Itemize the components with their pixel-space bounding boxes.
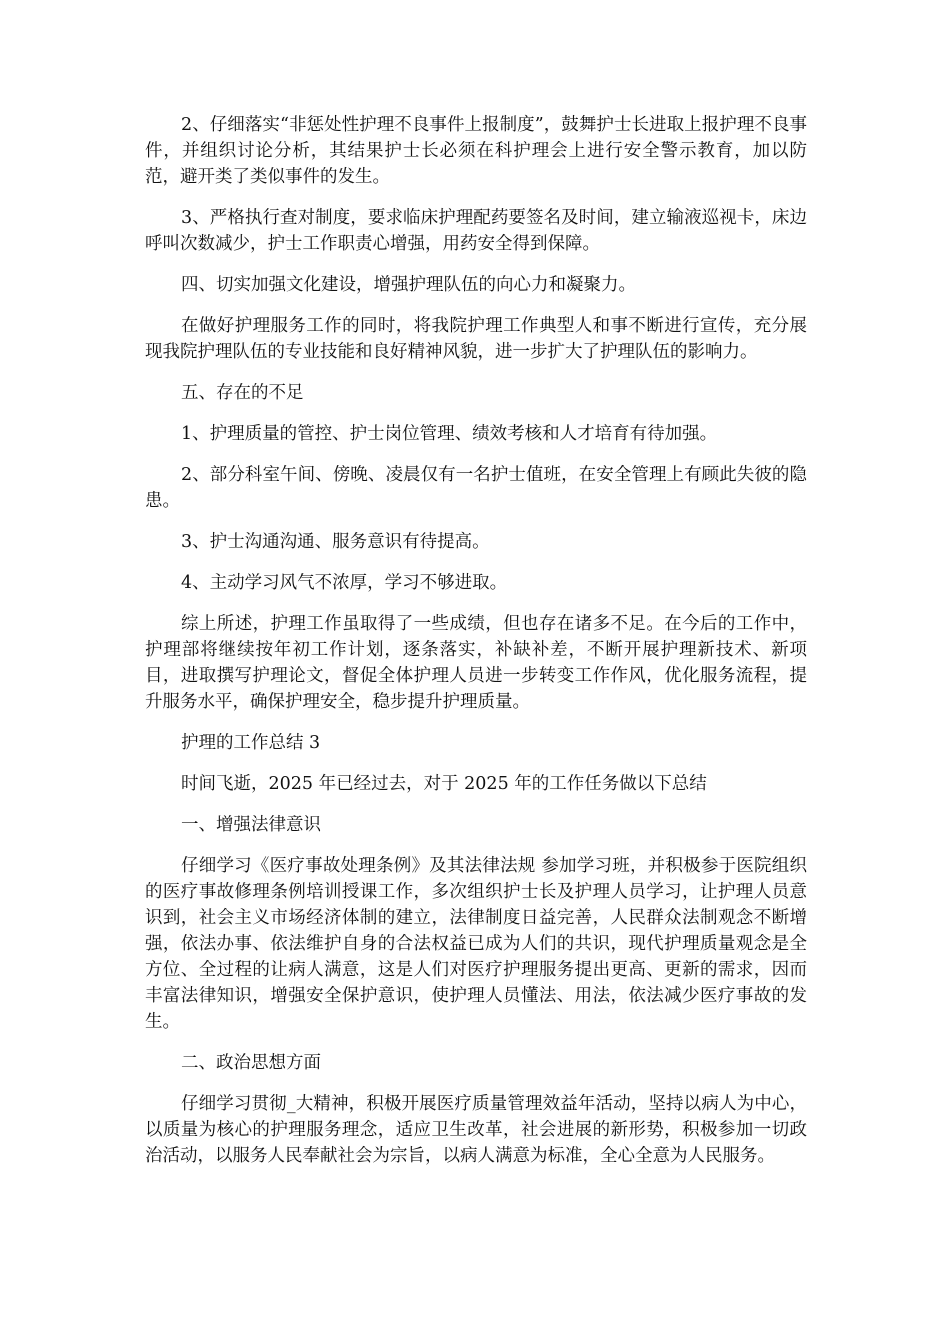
section-heading: 一、增强法律意识 — [181, 815, 321, 835]
paragraph: 3、护士沟通沟通、服务意识有待提高。 — [181, 532, 490, 552]
document-page — [145, 112, 807, 1184]
section-heading: 五、存在的不足 — [181, 383, 304, 403]
paragraph: 3、严格执行查对制度，要求临床护理配药要签名及时间，建立输液巡视卡，床边呼叫次数减少，护士工作职责心增强，用药安全得到保障。 — [145, 208, 807, 254]
paragraph: 2、部分科室午间、傍晚、凌晨仅有一名护士值班，在安全管理上有顾此失彼的隐患。 — [145, 465, 807, 511]
document-title: 护理的工作总结 3 — [181, 733, 321, 753]
paragraph: 仔细学习贯彻_大精神，积极开展医疗质量管理效益年活动，坚持以病人为中心，以质量为核心的护理服务理念，适应卫生改革，社会进展的新形势，积极参加一切政治活动，以服务人民奉献社会为宗旨，以病人满意为标准，全心全意为人民服务。 — [145, 1094, 807, 1166]
paragraph: 4、主动学习风气不浓厚，学习不够进取。 — [181, 573, 508, 593]
paragraph: 仔细学习《医疗事故处理条例》及其法律法规 参加学习班，并积极参于医院组织的医疗事故修理条例培训授课工作，多次组织护士长及护理人员学习，让护理人员意识到，社会主义市场经济体制的建立，法律制度日益完善，人民群众法制观念不断增强，依法办事、依法维护自身的合法权益已成为人们的共识，现代护理质量观念是全方位、全过程的让病人满意，这是人们对医疗护理服务提出更高、更新的需求，因而丰富法律知识，增强安全保护意识，使护理人员懂法、用法，依法减少医疗事故的发生。 — [145, 856, 807, 1032]
paragraph: 在做好护理服务工作的同时，将我院护理工作典型人和事不断进行宣传，充分展现我院护理队伍的专业技能和良好精神风貌，进一步扩大了护理队伍的影响力。 — [145, 316, 807, 362]
paragraph: 时间飞逝，2025 年已经过去，对于 2025 年的工作任务做以下总结 — [181, 774, 707, 794]
paragraph: 1、护理质量的管控、护士岗位管理、绩效考核和人才培育有待加强。 — [181, 424, 718, 444]
paragraph: 2、仔细落实“非惩处性护理不良事件上报制度”，鼓舞护士长进取上报护理不良事件，并组织讨论分析，其结果护士长必须在科护理会上进行安全警示教育，加以防范，避开类了类似事件的发生。 — [145, 115, 807, 187]
section-heading: 四、切实加强文化建设，增强护理队伍的向心力和凝聚力。 — [181, 275, 636, 295]
paragraph: 综上所述，护理工作虽取得了一些成绩，但也存在诸多不足。在今后的工作中，护理部将继续按年初工作计划，逐条落实，补缺补差，不断开展护理新技术、新项目，进取撰写护理论文，督促全体护理人员进一步转变工作作风，优化服务流程，提升服务水平，确保护理安全，稳步提升护理质量。 — [145, 614, 807, 712]
section-heading: 二、政治思想方面 — [181, 1053, 321, 1073]
